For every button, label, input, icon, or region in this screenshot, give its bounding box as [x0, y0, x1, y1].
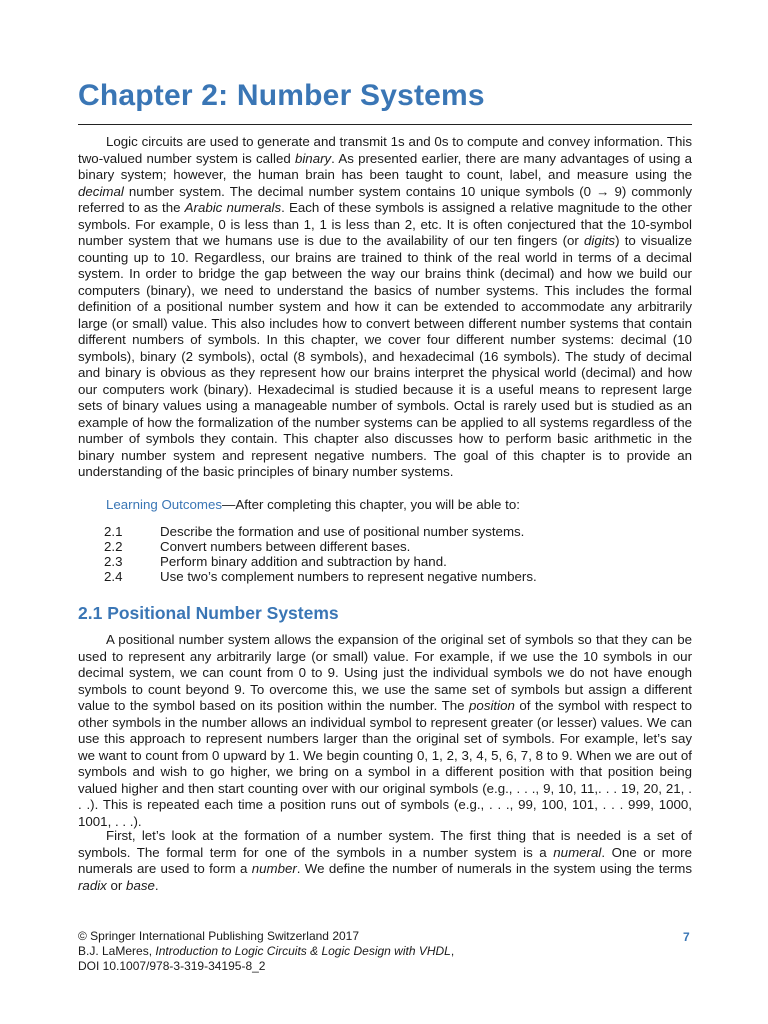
title-divider [78, 124, 692, 125]
outcome-item [104, 554, 537, 569]
section-paragraph-1 [78, 632, 692, 830]
outcome-number: 2.3 [104, 554, 123, 569]
page-footer [78, 929, 454, 975]
emphasized-term: decimal [78, 183, 124, 199]
outcome-text: Perform binary addition and subtraction by hand. [160, 554, 447, 569]
chapter-title: Chapter 2: Number Systems [78, 79, 485, 112]
learning-outcomes-list [104, 524, 537, 584]
citation-suffix: , [450, 944, 455, 959]
text-run: . We define the number of numerals in the system using the terms [296, 861, 692, 876]
outcome-number: 2.1 [104, 524, 123, 539]
intro-paragraph [78, 134, 692, 481]
learning-outcomes-lead: —After completing this chapter, you will be able to: [222, 497, 520, 512]
emphasized-term: radix [78, 877, 107, 893]
emphasized-term: base [126, 877, 155, 893]
emphasized-term: position [469, 698, 515, 713]
page-number: 7 [683, 930, 690, 944]
text-run: number system. The decimal number system contains 10 unique symbols (0 → 9) commonly referred to as the [78, 183, 692, 215]
text-run: or [106, 877, 127, 893]
outcome-text: Use two’s complement numbers to represent negative numbers. [160, 569, 537, 584]
book-title: Introduction to Logic Circuits & Logic Design with VHDL [155, 944, 451, 959]
text-run: ) to visualize counting up to 10. Regardless, our brains are trained to think of the real world in terms of a decimal system. In order to bridge the gap between the way our brains think (decimal) and how we build our computers (binary), we need to understand the basics of number systems. This includes the formal definition of a positional number system and how it can be extended to accommodate any arbitrarily large (or small) value. This also includes how to convert between different number systems that contain different numbers of symbols. In this chapter, we cover four different number systems: decimal (10 symbols), binary (2 symbols), octal (8 symbols), and hexadecimal (16 symbols). The study of decimal and binary is obvious as they represent how our brains interpret the physical world (decimal) and how our computers work (binary). Hexadecimal is studied because it is a useful means to represent large sets of binary values using a manageable number of symbols. Octal is rarely used but is studied as an example of how the formalization of the number systems can be applied to all systems regardless of the number of symbols they contain. This chapter also discusses how to perform basic arithmetic in the binary number system and represent negative numbers. The goal of this chapter is to provide an understanding of the basic principles of binary number systems. [78, 233, 692, 479]
outcome-item [104, 524, 537, 539]
text-run: . One or more numerals are used to form a [78, 844, 692, 876]
text-run: of the symbol with respect to other symbols in the number allows an individual symbol to represent greater (or lesser) values. We can use this approach to represent numbers larger than the original set of symbols. For example, let’s say we want to count from 0 upward by 1. We begin counting 0, 1, 2, 3, 4, 5, 6, 7, 8 to 9. When we are out of symbols and wish to go higher, we bring on a symbol in a different position with that position being valued higher and then start counting over with our original symbols (e.g., . . ., 9, 10, 11,. . . 19, 20, 21, . . .). This is repeated each time a position runs out of symbols (e.g., . . ., 99, 100, 101, . . . 999, 1000, 1001, . . .). [78, 698, 693, 829]
emphasized-term: digits [584, 233, 616, 248]
outcome-item [104, 569, 537, 584]
outcome-text: Describe the formation and use of positional number systems. [160, 524, 525, 539]
copyright-line: © Springer International Publishing Switzerland 2017 [78, 929, 360, 943]
section-heading: 2.1 Positional Number Systems [78, 603, 339, 623]
learning-outcomes-label: Learning Outcomes [106, 497, 223, 512]
emphasized-term: binary [294, 150, 332, 166]
text-run: First, let’s look at the formation of a number system. The first thing that is needed is a set of symbols. The formal term for one of the symbols in a number system is a [78, 828, 692, 860]
author-name: B.J. LaMeres, [78, 944, 156, 959]
text-run: Logic circuits are used to generate and transmit 1s and 0s to compute and convey information. This two-valued number system is called [78, 134, 692, 166]
section-paragraph-2 [78, 828, 692, 894]
text-run: . As presented earlier, there are many advantages of using a binary system; however, the human brain has been taught to count, label, and measure using the [78, 150, 692, 182]
outcome-text: Convert numbers between different bases. [160, 539, 411, 554]
outcome-number: 2.4 [104, 569, 123, 584]
outcome-item [104, 539, 537, 554]
emphasized-term: number [251, 861, 297, 876]
emphasized-term: Arabic numerals [184, 200, 282, 215]
citation-line [78, 944, 454, 959]
text-run: A positional number system allows the expansion of the original set of symbols so that they can be used to represent any arbitrarily large (or small) value. For example, if we use the 10 symbols in our decimal system, we can count from 0 to 9. Using just the individual symbols we do not have enough symbols to count beyond 9. To overcome this, we use the same set of symbols but assign a different value to the symbol based on its position within the number. The [78, 632, 692, 713]
learning-outcomes-intro [78, 497, 692, 514]
emphasized-term: numeral [553, 844, 602, 860]
outcome-number: 2.2 [104, 539, 123, 554]
doi-line: DOI 10.1007/978-3-319-34195-8_2 [78, 959, 266, 974]
text-run: . [154, 877, 159, 893]
text-run: . Each of these symbols is assigned a relative magnitude to the other symbols. For example, 0 is less than 1, 1 is less than 2, etc. It is often conjectured that the 10-symbol number system that we humans use is due to the availability of our ten fingers (or [78, 200, 692, 248]
